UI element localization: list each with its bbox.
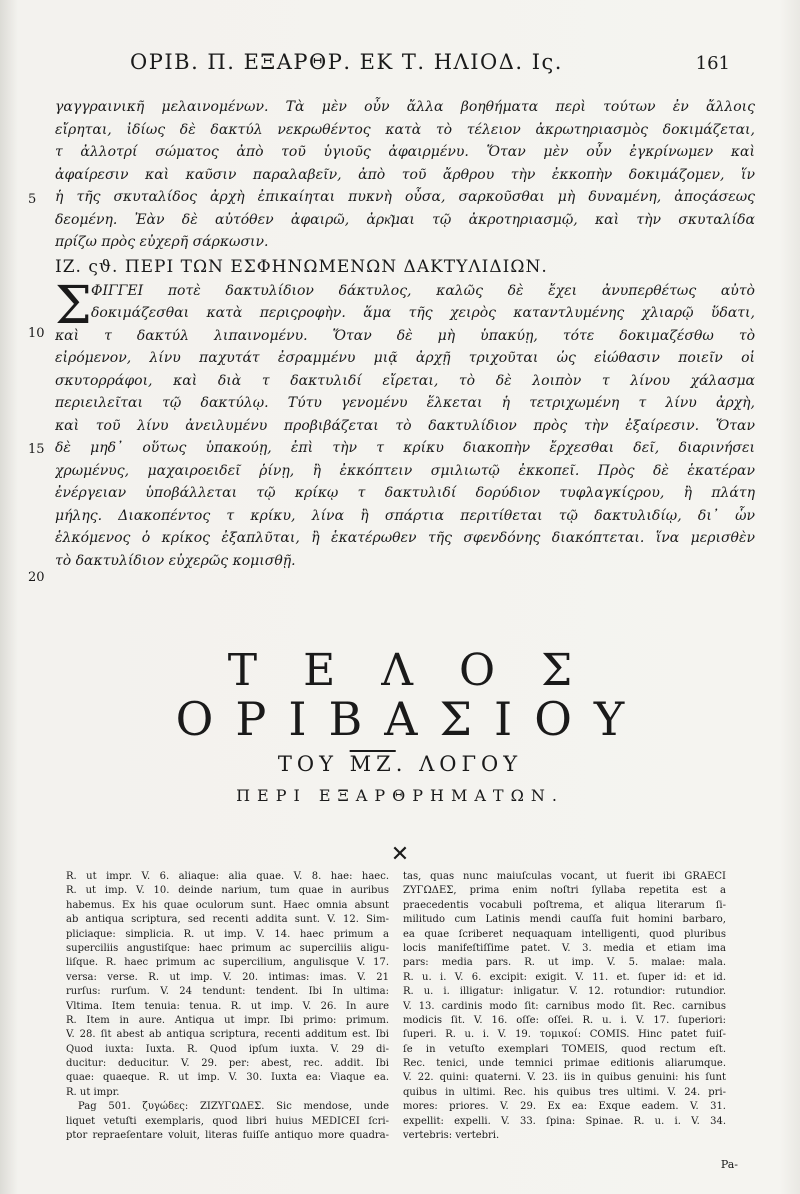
drop-cap: Σ	[55, 275, 92, 336]
note-line: R. u. i. V. 6. excipit: exigit. V. 11. et. ſuper id: et id.	[403, 971, 726, 983]
text-line: ἑλκόμενος ὁ κρίκος ἐξαπλῦται, ἢ ἑκατέρωθεν τῆς σφενδόνης διακόπτεται. ἵνα μερισθὲν	[55, 530, 755, 546]
note-line: R. ut imp. V. 10. deinde narium, tum quae in auribus	[66, 885, 389, 897]
note-line: pars: media pars. R. ut imp. V. 5. malae: mala.	[403, 957, 726, 969]
text-line: εἰρόμενον, λίνυ παχυτάτ ἐσραμμένυ μιᾷ ἀρχῇ τριχοῦται ὡς εἰώθασιν ποιεῖν οἱ	[55, 350, 755, 366]
text-line: περιειλεῖται τῷ δακτύλῳ. Τύτυ γενομένυ ἕλκεται ἡ τετριχωμένη τ λίνυ ἀρχὴ,	[55, 395, 755, 411]
text-line: εἴρηται, ἰδίως δὲ δακτύλ νεκρωθέντος κατὰ τὸ τέλειον ἀκρωτηριασμὸς δοκιμάζεται,	[55, 121, 755, 138]
text-line: ΦΙΓΓΕΙ ποτὲ δακτυλίδιον δάκτυλος, καλῶς δὲ ἔχει ἀνυπερθέτως αὐτὸ	[91, 282, 755, 299]
line-number: 5	[28, 192, 37, 207]
note-line: Quod iuxta: Iuxta. R. Quod ipſum iuxta. V. 29 di-	[66, 1043, 389, 1055]
notes-left-column	[66, 870, 389, 1143]
paragraph-one	[55, 96, 755, 254]
book-suffix: . ΛΟΓΟΥ	[395, 752, 523, 776]
text-line: ἐνέργειαν ὑποβάλλεται τῷ κρίκῳ τ δακτυλιδί δορύδιον τυφλαγκίςρου, ἢ πλάτη	[55, 485, 755, 501]
note-line: superciliis angustiſque: haec primum ac superciliis aligu-	[66, 942, 389, 954]
note-line: pliciaque: simplicia. R. ut imp. V. 14. haec primum a	[66, 928, 389, 940]
note-line: vertebris: vertebri.	[403, 1130, 500, 1142]
book-prefix: ΤΟΥ	[277, 752, 350, 776]
ornament-icon: ✕	[390, 842, 410, 867]
note-line: Rec. tenici, unde temnici primae editionis aliarumque.	[403, 1058, 726, 1070]
catchword: Pa-	[720, 1158, 738, 1171]
line-number: 15	[28, 442, 45, 457]
text-line: χρωμένυς, μαχαιροειδεῖ ῥίνῃ, ἢ ἐκκόπτειν σμιλιωτῷ ἐκκοπεῖ. Πρὸς δὲ ἑκατέραν	[55, 462, 755, 479]
note-line: ΖΥΓΩΔΕΣ, prima enim noſtri ſyllaba repetita est a	[403, 885, 726, 897]
note-line: militudo cum Latinis mendi cauſſa fuit homini barbaro,	[403, 914, 726, 926]
note-line: praecedentis vocabuli poſtrema, et aliqua literarum ſi-	[403, 899, 726, 911]
finis-telos: ΤΕΛΟΣ	[227, 645, 619, 696]
notes-right-column	[403, 870, 726, 1143]
note-line: R. u. i. illigatur: inligatur. V. 12. rotundior: rutundior.	[403, 986, 726, 998]
finis-author: ΟΡΙΒΑΣΙΟΥ	[175, 692, 647, 746]
finis-subject: ΠΕΡΙ ΕΞΑΡΘΡΗΜΑΤΩΝ.	[236, 786, 564, 805]
note-line: ſuperi. R. u. i. V. 19. τομικοί: COMIS. Hinc patet fuiſ-	[403, 1029, 726, 1041]
note-line: versa: verse. R. ut imp. V. 20. intimas: imas. V. 21	[66, 971, 389, 983]
note-line: V. 22. quini: quaterni. V. 23. iis in quibus genuini: his ſunt	[403, 1072, 726, 1084]
text-line: σκυτορράφοι, καὶ διὰ τ δακτυλιδί εἴρεται, τὸ δὲ λοιπὸν τ λίνου χάλασμα	[55, 372, 755, 389]
note-line: quae: quaeque. R. ut imp. V. 30. Iuxta ea: Viaque ea.	[66, 1072, 389, 1084]
note-line: expellit: expelli. V. 33. ſpina: Spinae. R. u. i. V. 34.	[403, 1115, 726, 1127]
note-line: R. ut impr.	[66, 1086, 120, 1098]
text-line: γαγγραινικῆ μελαινομένων. Τὰ μὲν οὖν ἄλλα βοηθήματα περὶ τούτων ἐν ἄλλοις	[55, 99, 755, 115]
note-line: ducitur: deducitur. V. 29. per: abest, rec. addit. Ibi	[66, 1058, 389, 1070]
line-number: 10	[28, 326, 45, 341]
note-line: modicis ſit. V. 16. oſſe: oſſei. R. u. i. V. 17. ſuperiori:	[403, 1014, 726, 1026]
line-number: 20	[28, 570, 45, 585]
note-line: ea quae ſcriberet nequaquam intelligenti, quod pluribus	[403, 928, 726, 940]
text-line: δοκιμάζεσθαι κατὰ περιςροφὴν. ἅμα τῆς χειρὸς καταντλυμένης χλιαρῷ ὕδατι,	[91, 305, 755, 321]
note-line: ptor repraeſentare voluit, literas fuiſſe antiquo more quadra-	[66, 1130, 389, 1142]
note-line: liquet vetuſti exemplaris, quod libri huius MEDICEI ſcri-	[66, 1115, 389, 1127]
running-head: ΟΡΙΒ. Π. ΕΞΑΡΘΡ. ΕΚ Τ. ΗΛΙΟΔ. Ις.	[130, 50, 563, 74]
footnotes	[66, 870, 726, 1143]
note-line: tas, quas nunc maiuſculas vocant, ut fuerit ibi GRAECI	[403, 871, 726, 882]
text-line: τ ἀλλοτρί σώματος ἀπὸ τοῦ ὑγιοῦς ἀφαιρμένυ. Ὅταν μὲν οὖν ἐγκρίνωμεν καὶ	[55, 144, 755, 160]
note-line: locis manifeſtiſſime patet. V. 3. media et etiam ima	[403, 942, 726, 954]
page-header	[130, 50, 730, 78]
text-line: καὶ τ δακτύλ λιπαινομένυ. Ὅταν δὲ μὴ ὑπακύῃ, τότε δοκιμαζέσθω τὸ	[55, 327, 755, 344]
note-line: mores: priores. V. 29. Ex ea: Exque eadem. V. 31.	[403, 1101, 726, 1113]
note-line: liſque. R. haec primum ac supercilium, angulisque V. 17.	[66, 957, 389, 969]
note-line: V. 28. ſit abest ab antiqua scriptura, recenti additum est. Ibi	[66, 1029, 389, 1041]
section-heading: ΙΖ. ςϑ. ΠΕΡΙ ΤΩΝ ΕΣΦΗΝΩΜΕΝΩΝ ΔΑΚΤΥΛΙΔΙΩΝ.	[55, 256, 548, 277]
note-line: R. ut impr. V. 6. aliaque: alia quae. V. 8. hae: haec.	[66, 871, 389, 882]
text-line: δὲ μηδ᾽ οὕτως ὑπακούῃ, ἐπὶ τὴν τ κρίκυ διακοπὴν ἔρχεσθαι δεῖ, διαρινήσει	[55, 440, 755, 456]
text-line: καὶ τοῦ λίνυ ἀνειλυμένυ προβιβάζεται τὸ δακτυλίδιον πρὸς τὴν ἐξαίρεσιν. Ὅταν	[55, 417, 755, 434]
text-line: ἀφαίρεσιν καὶ καῦσιν παραλαβεῖν, ἀπὸ τοῦ ἄρθρου τὴν ἐκκοπὴν δοκιμάζομεν, ἵν	[55, 166, 755, 183]
note-line: Pag 501. ζυγώδες: ΖΙΖΥΓΩΔΕΣ. Sic mendose, unde	[78, 1101, 389, 1113]
note-line: habemus. Ex his quae oculorum sunt. Haec omnia absunt	[66, 899, 389, 911]
finis-book	[0, 752, 800, 776]
book-number: $\overline{MZ}$	[349, 752, 396, 776]
section-body	[55, 275, 755, 573]
text-line: τὸ δακτυλίδιον εὐχερῶς κομισθῇ.	[55, 552, 296, 569]
note-line: R. Item in aure. Antiqua ut impr. Ibi primo: primum.	[66, 1014, 389, 1026]
text-line: πρίζω πρὸς εὐχερῆ σάρκωσιν.	[55, 234, 269, 250]
note-line: V. 13. cardinis modo ſit: carnibus modo ſit. Rec. carnibus	[403, 1000, 726, 1012]
note-line: rurſus: rurſum. V. 24 tendunt: tendent. Ibi In ultima:	[66, 986, 389, 998]
text-line: μήλης. Διακοπέντος τ κρίκυ, λίνα ἢ σπάρτια περιτίθεται τῷ δακτυλιδίῳ, δι᾽ ὧν	[55, 507, 755, 524]
text-line: δεομένη. Ἐὰν δὲ αὐτόθεν ἀφαιρῶ, ἀρκ͂μαι τῷ ἀκροτηριασμῷ, καὶ τὴν σκυταλίδα	[55, 211, 755, 228]
note-line: ab antiqua scriptura, sed recenti addita sunt. V. 12. Sim-	[66, 914, 389, 926]
page-number: 161	[695, 53, 730, 74]
main-text	[55, 96, 755, 572]
note-line: Vltima. Item tenuia: tenua. R. ut imp. V. 26. In aure	[66, 1000, 389, 1012]
note-line: ſe in vetuſto exemplari TOMEIS, quod rectum eſt.	[403, 1043, 726, 1055]
text-line: ἡ τῆς σκυταλίδος ἀρχὴ ἐπικαίηται πυκνὴ οὖσα, σαρκοῦσθαι μὴ δυναμένη, ἀποςάσεως	[55, 189, 755, 205]
note-line: quibus in ultimi. Rec. his quibus tres ultimi. V. 24. pri-	[403, 1086, 726, 1098]
